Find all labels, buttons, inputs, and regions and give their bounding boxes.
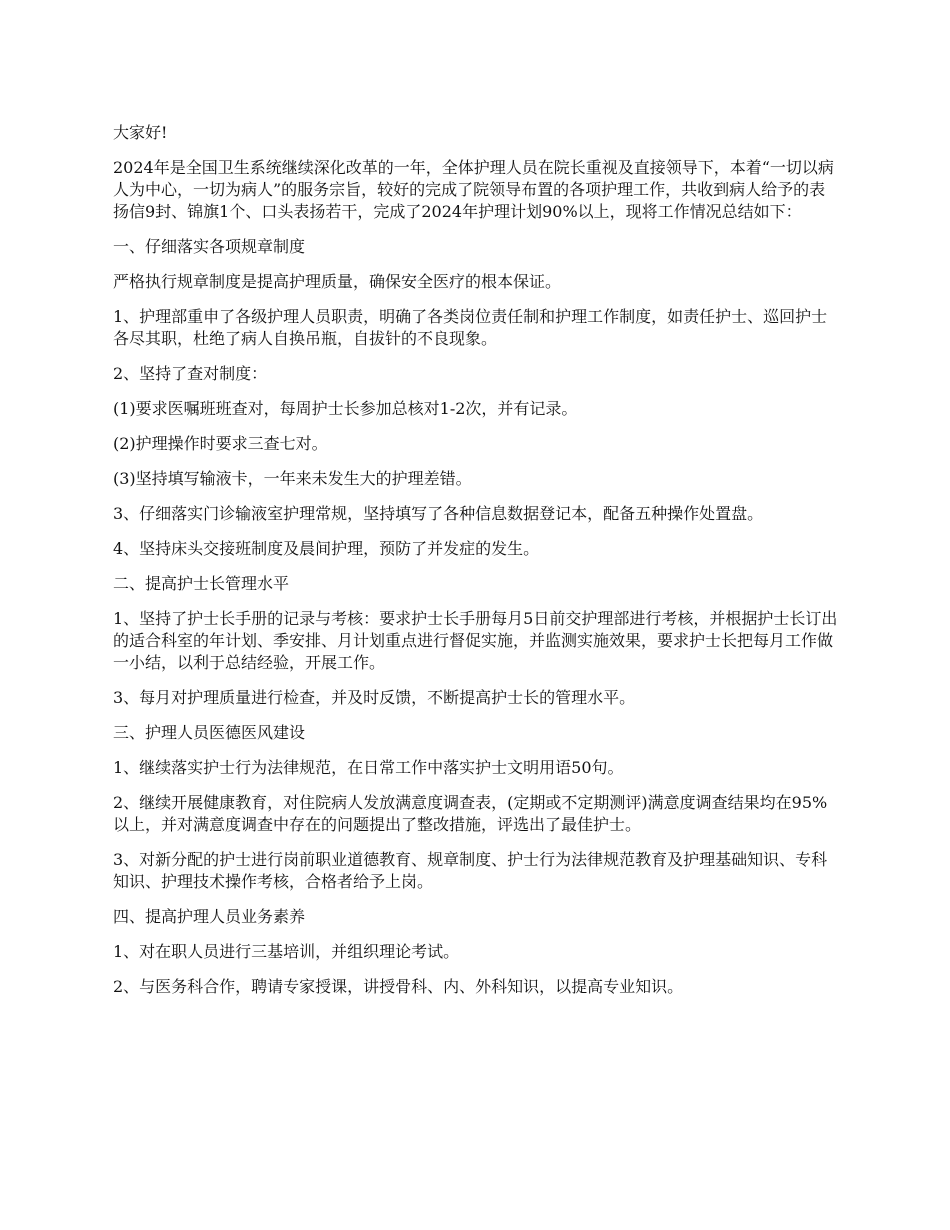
paragraph: 2、与医务科合作，聘请专家授课，讲授骨科、内、外科知识，以提高专业知识。 bbox=[113, 977, 684, 996]
paragraph: 3、仔细落实门诊输液室护理常规，坚持填写了各种信息数据登记本，配备五种操作处置盘。 bbox=[113, 504, 764, 523]
intro-paragraph: 2024年是全国卫生系统继续深化改革的一年，全体护理人员在院长重视及直接领导下，本着“一切以病人为中心，一切为病人”的服务宗旨，较好的完成了院领导布置的各项护理工作，共收到病人给予的表扬信9封、锦旗1个、口头表扬若干，完成了2024年护理计划90%以上，现将工作情况总结如下： bbox=[113, 158, 834, 221]
section-heading-4: 四、提高护理人员业务素养 bbox=[113, 907, 306, 926]
section-heading-1: 一、仔细落实各项规章制度 bbox=[113, 237, 306, 256]
paragraph: 1、对在职人员进行三基培训，并组织理论考试。 bbox=[113, 942, 460, 961]
paragraph: 3、对新分配的护士进行岗前职业道德教育、规章制度、护士行为法律规范教育及护理基础知识、专科知识、护理技术操作考核，合格者给予上岗。 bbox=[113, 850, 828, 891]
paragraph: 1、护理部重申了各级护理人员职责，明确了各类岗位责任制和护理工作制度，如责任护士、巡回护士各尽其职，杜绝了病人自换吊瓶，自拔针的不良现象。 bbox=[113, 307, 828, 348]
paragraph: (1)要求医嘱班班查对，每周护士长参加总核对1-2次，并有记录。 bbox=[113, 399, 578, 418]
document-body bbox=[113, 122, 839, 1011]
paragraph: 严格执行规章制度是提高护理质量，确保安全医疗的根本保证。 bbox=[113, 272, 562, 291]
greeting: 大家好! bbox=[113, 123, 168, 142]
paragraph: 3、每月对护理质量进行检查，并及时反馈，不断提高护士长的管理水平。 bbox=[113, 688, 636, 707]
paragraph: (3)坚持填写输液卡，一年来未发生大的护理差错。 bbox=[113, 469, 472, 488]
paragraph: 2、继续开展健康教育，对住院病人发放满意度调查表，(定期或不定期测评)满意度调查结果均在95%以上，并对满意度调查中存在的问题提出了整改措施，评选出了最佳护士。 bbox=[113, 793, 828, 834]
section-heading-3: 三、护理人员医德医风建设 bbox=[113, 723, 306, 742]
paragraph: 2、坚持了查对制度： bbox=[113, 364, 268, 383]
paragraph: (2)护理操作时要求三查七对。 bbox=[113, 434, 328, 453]
section-heading-2: 二、提高护士长管理水平 bbox=[113, 574, 290, 593]
paragraph: 1、坚持了护士长手册的记录与考核：要求护士长手册每月5日前交护理部进行考核，并根据护士长订出的适合科室的年计划、季安排、月计划重点进行督促实施，并监测实施效果，要求护士长把每月工作做一小结，以利于总结经验，开展工作。 bbox=[113, 609, 838, 672]
paragraph: 4、坚持床头交接班制度及晨间护理，预防了并发症的发生。 bbox=[113, 539, 540, 558]
paragraph: 1、继续落实护士行为法律规范，在日常工作中落实护士文明用语50句。 bbox=[113, 758, 624, 777]
